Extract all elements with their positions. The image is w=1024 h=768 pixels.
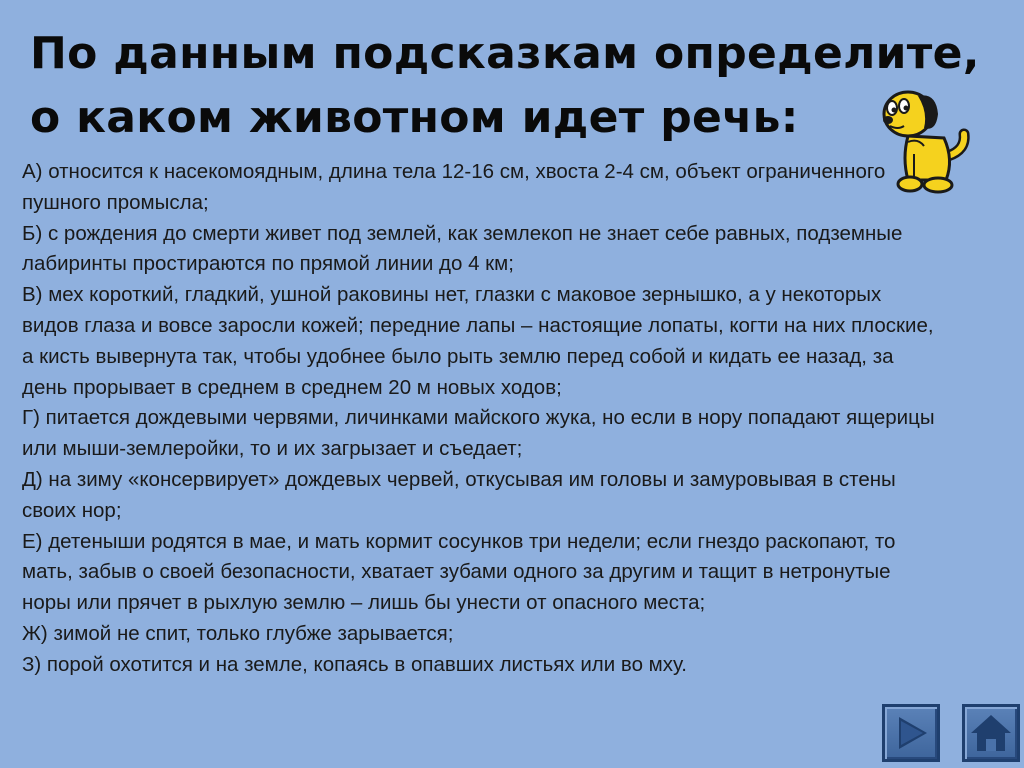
clue-g: Г) питается дождевыми червями, личинками майского жука, но если в нору попадают ящерицы или мыши-землеройки, то и их загрызает и съедает; (22, 406, 935, 461)
clue-b: Б) с рождения до смерти живет под землей, как землекоп не знает себе равных, подземные лабиринты простираются по прямой линии до 4 км; (22, 221, 903, 276)
clues-list (22, 157, 942, 681)
clue-a: А) относится к насекомоядным, длина тела 12-16 см, хвоста 2-4 см, объект ограниченного пушного промысла; (22, 160, 886, 214)
clue-d: Д) на зиму «консервирует» дождевых червей, откусывая им головы и замуровывая в стены своих нор; (22, 467, 896, 522)
clue-e: Е) детеныши родятся в мае, и мать кормит сосунков три недели; если гнездо раскопают, то мать, забыв о своей безопасности, хватает зубами одного за другим и тащит в нетронутые норы или прячет в рыхлую землю – лишь бы унести от опасного места; (22, 529, 896, 615)
home-button[interactable] (962, 704, 1020, 762)
home-icon (965, 707, 1017, 759)
play-arrow-icon (885, 707, 937, 759)
clue-zh: Ж) зимой не спит, только глубже зарывается; (22, 621, 454, 645)
next-slide-button[interactable] (882, 704, 940, 762)
clue-z: З) порой охотится и на земле, копаясь в опавших листьях или во мху. (22, 652, 687, 676)
clue-v: В) мех короткий, гладкий, ушной раковины нет, глазки с маковое зернышко, а у некоторых видов глаза и вовсе заросли кожей; передние лапы – настоящие лопаты, когти на них плоские, а кисть вывернута так, чтобы удобнее было рыть землю перед собой и кидать ее назад, за день прорывает в среднем в среднем 20 м новых ходов; (22, 283, 934, 399)
slide-title: По данным подсказкам определите, о каком животном идет речь: (30, 28, 980, 143)
